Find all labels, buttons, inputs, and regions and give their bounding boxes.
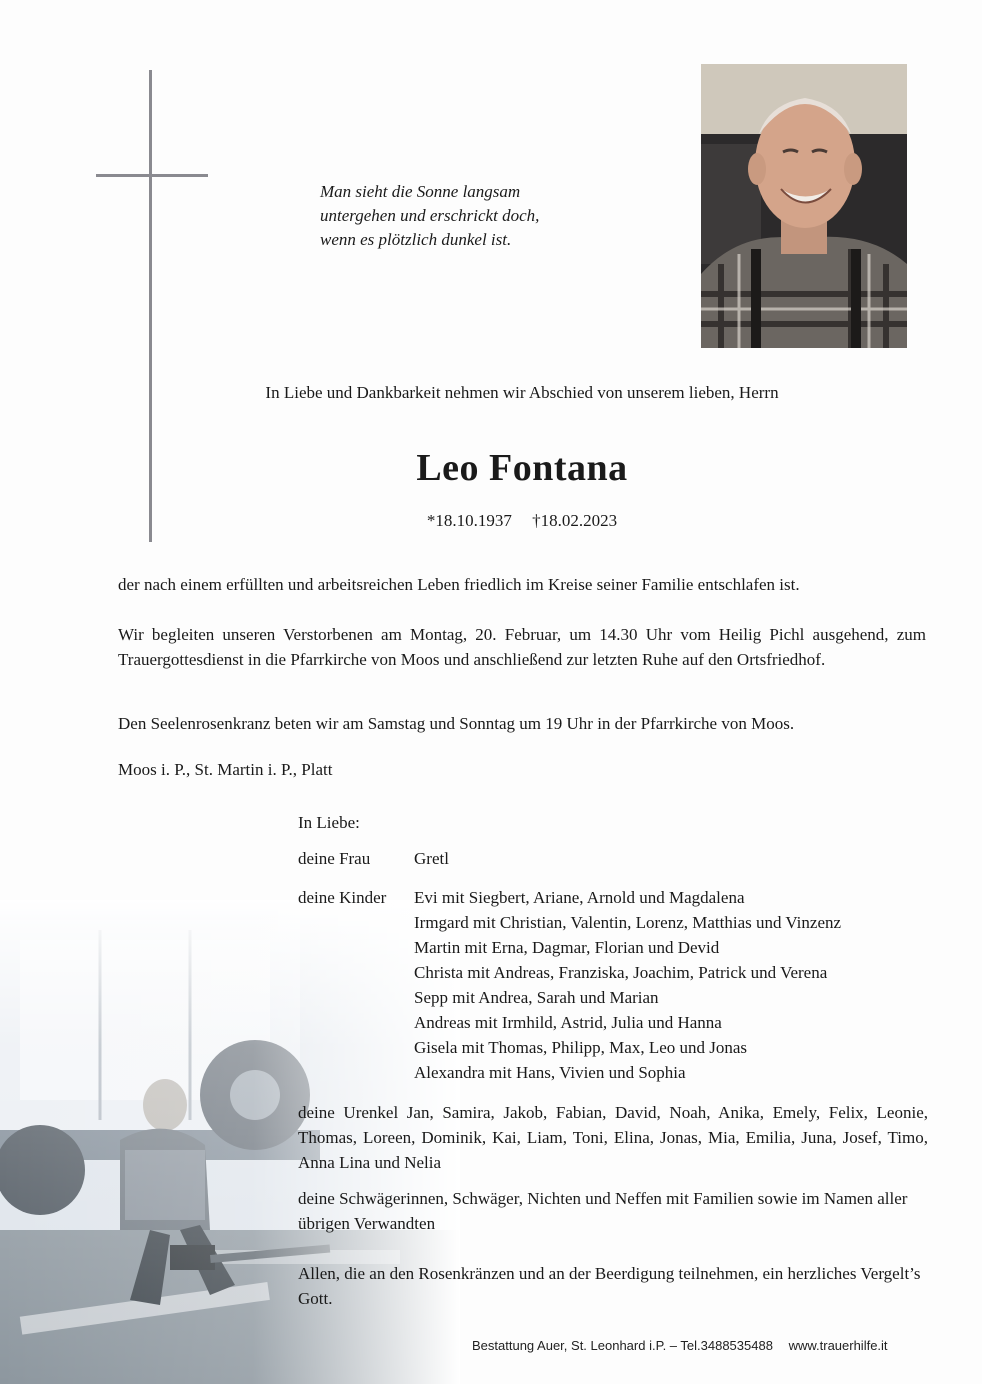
death-date: †18.02.2023 <box>532 511 618 530</box>
funeral-home: Bestattung Auer, St. Leonhard i.P. – Tel.3488535488 <box>472 1338 773 1353</box>
quote-line: wenn es plötzlich dunkel ist. <box>320 230 512 249</box>
birth-date: *18.10.1937 <box>426 511 512 530</box>
wife-row <box>298 846 449 871</box>
wife-name: Gretl <box>414 849 449 868</box>
quote-line: Man sieht die Sonne langsam <box>320 182 521 201</box>
in-liebe-heading: In Liebe: <box>298 813 360 832</box>
list-item: Gisela mit Thomas, Philipp, Max, Leo und Jonas <box>414 1038 748 1057</box>
children-label: deine Kinder <box>298 888 387 907</box>
relatives-line: deine Schwägerinnen, Schwäger, Nichten und Neffen mit Familien sowie im Namen aller übrigen Verwandten <box>298 1189 908 1233</box>
list-item: Sepp mit Andrea, Sarah und Marian <box>414 988 659 1007</box>
great-grandchildren: deine Urenkel Jan, Samira, Jakob, Fabian, David, Noah, Anika, Emely, Felix, Leonie, Thomas, Loreen, Dominik, Kai, Liam, Toni, Elina, Jonas, Mia, Emilia, Juna, Josef, Timo, Anna Lina und Nelia <box>298 1103 928 1172</box>
footer <box>472 1338 888 1353</box>
paragraph-funeral: Wir begleiten unseren Verstorbenen am Montag, 20. Februar, um 14.30 Uhr vom Heilig Pichl ausgehend, zum Trauergottesdienst in die Pfarrkirche von Moos und anschließend zur letzten Ruhe auf den Ortsfriedhof. <box>118 625 926 669</box>
list-item: Christa mit Andreas, Franziska, Joachim, Patrick und Verena <box>414 963 828 982</box>
paragraph-rosary: Den Seelenrosenkranz beten wir am Samstag und Sonntag um 19 Uhr in der Pfarrkirche von Moos. <box>118 714 795 733</box>
life-dates <box>0 511 982 531</box>
deceased-name: Leo Fontana <box>416 447 628 489</box>
quote-line: untergehen und erschrickt doch, <box>320 206 540 225</box>
portrait-photo <box>701 64 907 348</box>
paragraph-passing: der nach einem erfüllten und arbeitsreichen Leben friedlich im Kreise seiner Familie entschlafen ist. <box>118 575 800 594</box>
website-link[interactable]: www.trauerhilfe.it <box>788 1338 888 1353</box>
list-item: Martin mit Erna, Dagmar, Florian und Devid <box>414 938 720 957</box>
memorial-quote <box>320 180 650 252</box>
list-item: Evi mit Siegbert, Ariane, Arnold und Magdalena <box>414 888 745 907</box>
cross-icon-bar <box>96 174 208 177</box>
list-item: Alexandra mit Hans, Vivien und Sophia <box>414 1063 686 1082</box>
thanks-line: Allen, die an den Rosenkränzen und an der Beerdigung teilnehmen, ein herzliches Vergelt’s Gott. <box>298 1264 921 1308</box>
list-item: Andreas mit Irmhild, Astrid, Julia und Hanna <box>414 1013 722 1032</box>
children-block <box>298 885 842 1082</box>
children-list <box>414 885 841 1085</box>
intro-text: In Liebe und Dankbarkeit nehmen wir Abschied von unserem lieben, Herrn <box>265 383 779 402</box>
wife-label: deine Frau <box>298 849 371 868</box>
place-line: Moos i. P., St. Martin i. P., Platt <box>118 760 333 779</box>
list-item: Irmgard mit Christian, Valentin, Lorenz, Matthias und Vinzenz <box>414 913 842 932</box>
